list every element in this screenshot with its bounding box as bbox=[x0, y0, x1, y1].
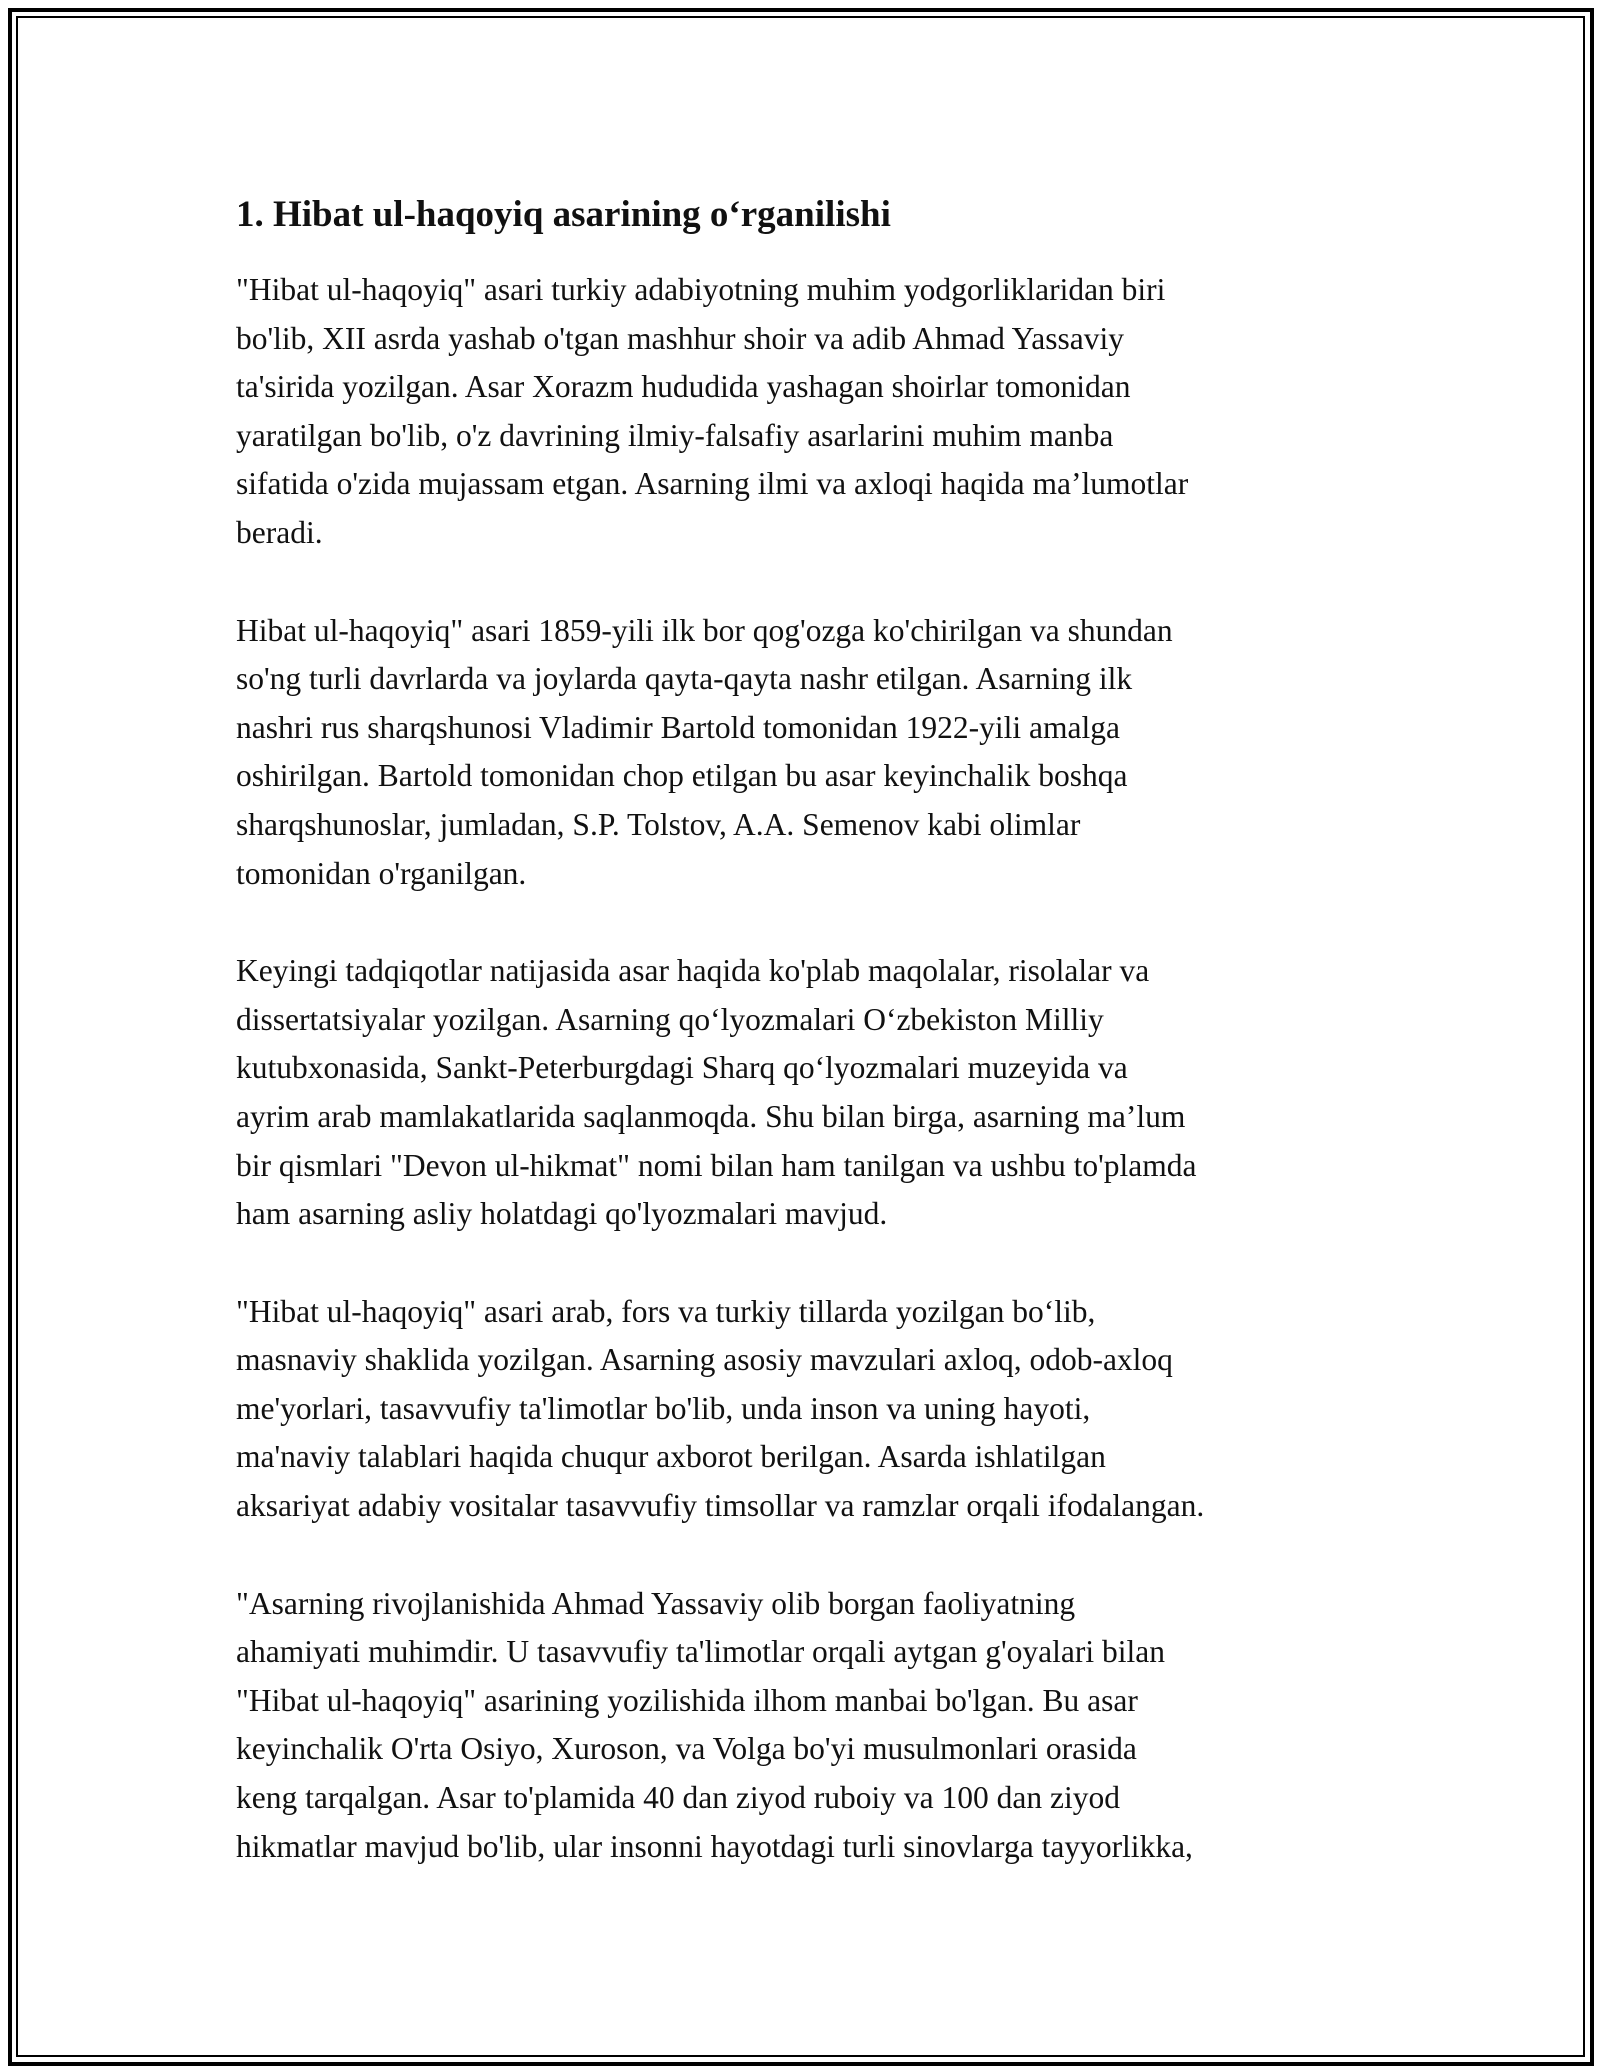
paragraph-line: dissertatsiyalar yozilgan. Asarning qo‘lyozmalari O‘zbekiston Milliy bbox=[236, 1001, 1104, 1037]
paragraph bbox=[236, 607, 1386, 899]
paragraph-line: Hibat ul-haqoyiq" asari 1859-yili ilk bor qog'ozga ko'chirilgan va shundan bbox=[236, 612, 1173, 648]
paragraph-line: nashri rus sharqshunosi Vladimir Bartold tomonidan 1922-yili amalga bbox=[236, 709, 1120, 745]
paragraph-line: keng tarqalgan. Asar to'plamida 40 dan ziyod ruboiy va 100 dan ziyod bbox=[236, 1780, 1120, 1816]
paragraph-line: sifatida o'zida mujassam etgan. Asarning ilmi va axloqi haqida ma’lumotlar bbox=[236, 466, 1189, 502]
paragraph bbox=[236, 1288, 1386, 1531]
paragraph-line: ham asarning asliy holatdagi qo'lyozmalari mavjud. bbox=[236, 1196, 888, 1232]
paragraph-line: hikmatlar mavjud bo'lib, ular insonni hayotdagi turli sinovlarga tayyorlikka, bbox=[236, 1828, 1193, 1864]
paragraph bbox=[236, 266, 1386, 558]
paragraph-line: me'yorlari, tasavvufiy ta'limotlar bo'lib, unda inson va uning hayoti, bbox=[236, 1390, 1091, 1426]
paragraph-line: "Asarning rivojlanishida Ahmad Yassaviy olib borgan faoliyatning bbox=[236, 1585, 1076, 1621]
paragraph bbox=[236, 1580, 1386, 1872]
paragraph-line: "Hibat ul-haqoyiq" asari arab, fors va turkiy tillarda yozilgan bo‘lib, bbox=[236, 1293, 1096, 1329]
paragraph-line: so'ng turli davrlarda va joylarda qayta-qayta nashr etilgan. Asarning ilk bbox=[236, 661, 1133, 697]
paragraph-line: Keyingi tadqiqotlar natijasida asar haqida ko'plab maqolalar, risolalar va bbox=[236, 953, 1150, 989]
paragraph-line: yaratilgan bo'lib, o'z davrining ilmiy-falsafiy asarlarini muhim manba bbox=[236, 417, 1114, 453]
paragraph-line: "Hibat ul-haqoyiq" asari turkiy adabiyotning muhim yodgorliklaridan biri bbox=[236, 272, 1166, 307]
paragraph-line: ta'sirida yozilgan. Asar Xorazm hududida yashagan shoirlar tomonidan bbox=[236, 369, 1131, 405]
paragraph-list bbox=[236, 266, 1386, 1871]
paragraph-line: beradi. bbox=[236, 514, 323, 550]
document-title: 1. Hibat ul-haqoyiq asarining o‘rganilishi bbox=[236, 194, 891, 235]
paragraph-line: bir qismlari "Devon ul-hikmat" nomi bilan ham tanilgan va ushbu to'plamda bbox=[236, 1147, 1197, 1183]
paragraph-line: kutubxonasida, Sankt-Peterburgdagi Sharq qo‘lyozmalari muzeyida va bbox=[236, 1050, 1128, 1086]
paragraph-line: ayrim arab mamlakatlarida saqlanmoqda. Shu bilan birga, asarning ma’lum bbox=[236, 1098, 1186, 1134]
paragraph-line: oshirilgan. Bartold tomonidan chop etilgan bu asar keyinchalik boshqa bbox=[236, 758, 1128, 794]
paragraph-line: aksariyat adabiy vositalar tasavvufiy timsollar va ramzlar orqali ifodalangan. bbox=[236, 1488, 1205, 1524]
paragraph-line: bo'lib, XII asrda yashab o'tgan mashhur shoir va adib Ahmad Yassaviy bbox=[236, 320, 1124, 356]
document-body bbox=[236, 186, 1386, 1920]
paragraph-line: tomonidan o'rganilgan. bbox=[236, 855, 527, 891]
paragraph-line: ahamiyati muhimdir. U tasavvufiy ta'limotlar orqali aytgan g'oyalari bilan bbox=[236, 1634, 1165, 1670]
paragraph-line: "Hibat ul-haqoyiq" asarining yozilishida ilhom manbai bo'lgan. Bu asar bbox=[236, 1682, 1138, 1718]
paragraph bbox=[236, 947, 1386, 1239]
paragraph-line: sharqshunoslar, jumladan, S.P. Tolstov, A.A. Semenov kabi olimlar bbox=[236, 806, 1081, 842]
paragraph-line: masnaviy shaklida yozilgan. Asarning asosiy mavzulari axloq, odob-axloq bbox=[236, 1342, 1173, 1378]
paragraph-line: ma'naviy talablari haqida chuqur axborot berilgan. Asarda ishlatilgan bbox=[236, 1439, 1106, 1475]
paragraph-line: keyinchalik O'rta Osiyo, Xuroson, va Volga bo'yi musulmonlari orasida bbox=[236, 1731, 1137, 1767]
